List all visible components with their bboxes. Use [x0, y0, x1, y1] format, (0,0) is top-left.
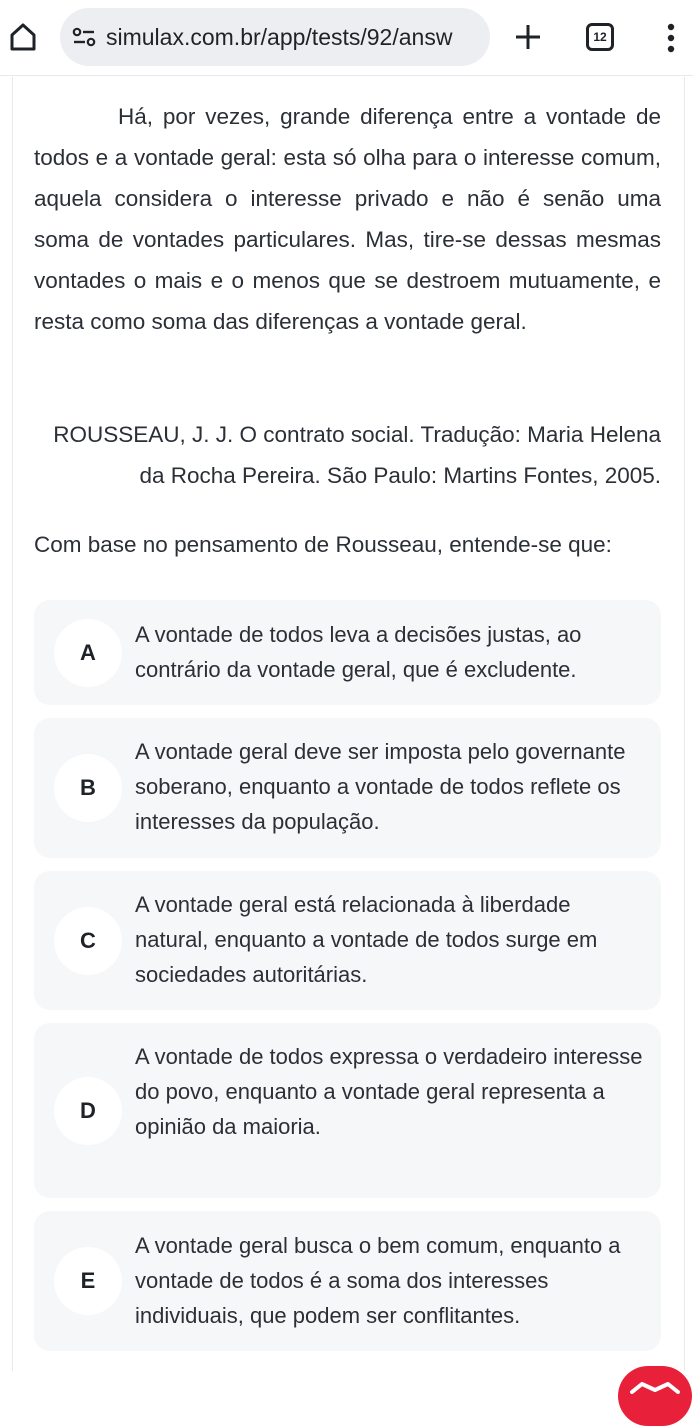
option-text: A vontade geral está relacionada à liberdade natural, enquanto a vontade de todos surge em sociedades autoritárias.	[135, 892, 598, 987]
option-letter: B	[54, 754, 122, 822]
option-text: A vontade de todos expressa o verdadeiro interesse do povo, enquanto a vontade geral representa a opinião da maioria.	[135, 1044, 643, 1139]
option-letter: E	[54, 1247, 122, 1315]
option-a[interactable]	[34, 600, 661, 705]
page-bottom	[0, 1371, 693, 1396]
question-citation: ROUSSEAU, J. J. O contrato social. Tradução: Maria Helena da Rocha Pereira. São Paulo: Martins Fontes, 2005.	[53, 422, 661, 488]
tab-count: 12	[586, 23, 614, 51]
option-letter: A	[54, 619, 122, 687]
more-menu-icon[interactable]	[660, 20, 682, 56]
option-d[interactable]	[34, 1023, 661, 1198]
option-text: A vontade de todos leva a decisões justas, ao contrário da vontade geral, que é excludente.	[135, 622, 582, 682]
browser-toolbar	[0, 0, 693, 76]
question-prompt: Com base no pensamento de Rousseau, entende-se que:	[34, 532, 612, 557]
new-tab-icon[interactable]	[510, 19, 546, 55]
option-letter: C	[54, 907, 122, 975]
option-text: A vontade geral deve ser imposta pelo governante soberano, enquanto a vontade de todos reflete os interesses da população.	[135, 739, 626, 834]
option-c[interactable]	[34, 871, 661, 1010]
url-text[interactable]: simulax.com.br/app/tests/92/answ	[106, 24, 453, 50]
tab-switcher-button[interactable]	[586, 23, 616, 51]
site-settings-icon[interactable]	[72, 27, 96, 47]
option-text: A vontade geral busca o bem comum, enquanto a vontade de todos é a soma dos interesses individuais, que podem ser conflitantes.	[135, 1233, 621, 1328]
address-bar[interactable]	[60, 8, 490, 66]
question-passage: Há, por vezes, grande diferença entre a vontade de todos e a vontade geral: esta só olha para o interesse comum, aquela considera o interesse privado e não é senão uma soma de vontades particulares. Mas, tire-se dessas mesmas vontades o mais e o menos que se destroem mutuamente, e resta como soma das diferenças a vontade geral.	[34, 104, 661, 334]
option-e[interactable]	[34, 1211, 661, 1351]
floating-action-button[interactable]	[618, 1366, 692, 1426]
home-icon[interactable]	[6, 20, 40, 54]
option-b[interactable]	[34, 718, 661, 858]
option-letter: D	[54, 1077, 122, 1145]
